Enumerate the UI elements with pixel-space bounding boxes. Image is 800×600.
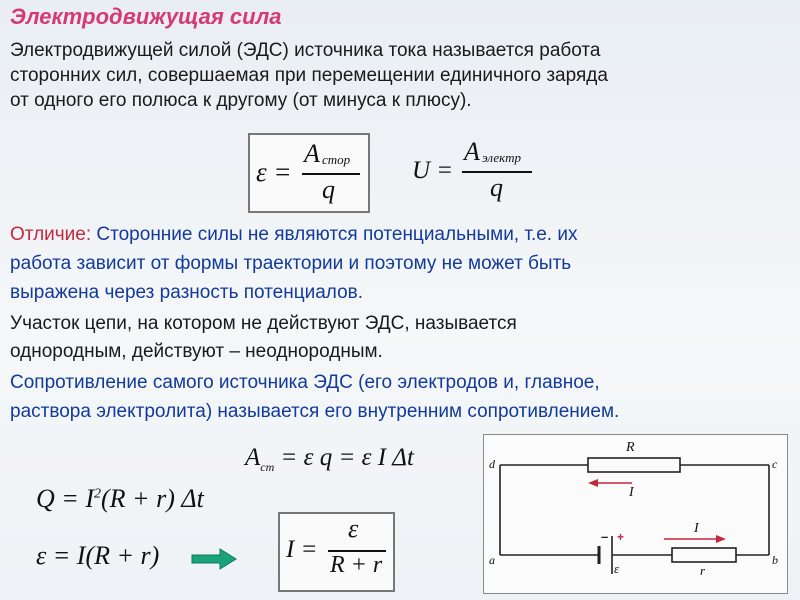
arrow-right-icon — [190, 548, 238, 570]
emf-formula-box — [248, 133, 370, 213]
node-label-b: b — [772, 553, 778, 567]
difference-line-1 — [10, 222, 577, 247]
circuit-svg — [484, 435, 787, 593]
page-title: Электродвижущая сила — [10, 4, 282, 29]
heat-formula-rest: (R + r) Δt — [100, 484, 204, 513]
voltage-formula — [412, 135, 552, 209]
current-top-label: I — [629, 485, 634, 500]
battery-minus-label: – — [601, 529, 609, 544]
definition-line-3: от одного его полюса к другому (от минуса к плюсу). — [10, 90, 472, 111]
work-formula — [245, 444, 414, 475]
difference-line-2: работа зависит от формы траектории и поэтому не может быть — [10, 253, 572, 274]
definition-line-2: сторонних сил, совершаемая при перемещении единичного заряда — [10, 65, 608, 86]
heat-formula — [36, 484, 204, 514]
work-formula-lhs: A — [245, 444, 261, 471]
current-formula-lhs: I = — [286, 536, 318, 563]
voltage-formula-lhs: U = — [412, 157, 454, 184]
resistor-R-label: R — [626, 440, 635, 455]
circuit-diagram — [483, 434, 788, 594]
current-formula-numerator: ε — [348, 514, 359, 543]
battery-emf-label: ε — [614, 561, 620, 576]
work-formula-sub: ст — [260, 460, 275, 474]
battery-plus-label: + — [617, 530, 625, 544]
heat-formula-text: Q = I — [36, 484, 94, 513]
voltage-formula-sub: электр — [482, 150, 521, 165]
resistance-line-1: Сопротивление самого источника ЭДС (его электродов и, главное, — [10, 372, 600, 393]
emf-formula-denominator: q — [322, 175, 335, 204]
work-formula-rhs: = ε q = ε I Δt — [280, 444, 414, 471]
definition-line-1: Электродвижущей силой (ЭДС) источника тока называется работа — [10, 40, 601, 61]
resistance-line-2: раствора электролита) называется его внутренним сопротивлением. — [10, 401, 620, 422]
voltage-formula-numerator: A — [464, 137, 480, 166]
node-label-d: d — [489, 457, 495, 471]
segment-line-2: однородным, действуют – неоднородным. — [10, 341, 383, 362]
node-label-a: a — [489, 553, 495, 567]
segment-line-1: Участок цепи, на котором не действуют ЭДС, называется — [10, 313, 517, 334]
resistor-r — [672, 548, 736, 562]
node-label-c: c — [772, 457, 778, 471]
difference-label: Отличие: — [10, 224, 92, 245]
current-arrow-bottom-head — [716, 535, 726, 543]
current-arrow-top-head — [588, 479, 598, 487]
resistor-r-label: r — [700, 563, 706, 578]
emf-formula-lhs: ε = — [256, 157, 292, 187]
voltage-formula-denominator: q — [490, 173, 503, 202]
emf-ohm-formula: ε = I(R + r) — [36, 541, 160, 570]
difference-text-1: Сторонние силы не являются потенциальными, т.е. их — [96, 224, 578, 245]
emf-formula-sub: стор — [322, 152, 351, 167]
current-bottom-label: I — [694, 521, 699, 536]
current-formula-box — [278, 512, 395, 592]
current-formula-denominator: R + r — [330, 552, 383, 578]
emf-formula-numerator: A — [304, 139, 320, 168]
heat-formula-sup: 2 — [93, 486, 101, 502]
resistor-R — [588, 458, 680, 472]
difference-line-3: выражена через разность потенциалов. — [10, 282, 364, 303]
